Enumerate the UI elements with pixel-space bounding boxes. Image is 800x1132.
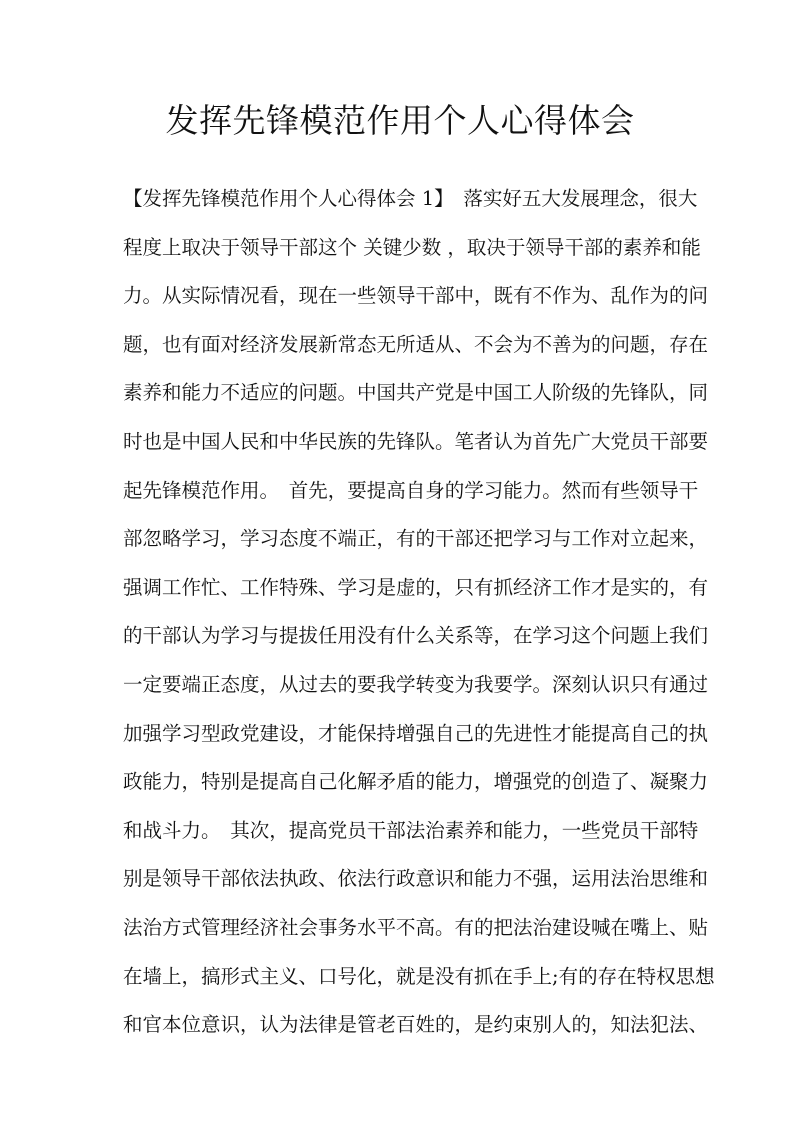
body-line: 加强学习型政党建设，才能保持增强自己的先进性才能提高自己的执 — [123, 721, 709, 745]
body-line: 别是领导干部依法执政、依法行政意识和能力不强，运用法治思维和 — [123, 867, 709, 891]
body-line: 素养和能力不适应的问题。中国共产党是中国工人阶级的先锋队，同 — [123, 381, 709, 405]
body-line: 和官本位意识，认为法律是管老百姓的，是约束别人的，知法犯法、 — [123, 1013, 709, 1037]
body-line: 起先锋模范作用。 首先，要提高自身的学习能力。然而有些领导干 — [123, 478, 699, 502]
body-line: 力。从实际情况看，现在一些领导干部中，既有不作为、乱作为的问 — [123, 284, 709, 308]
body-line: 在墙上，搞形式主义、口号化，就是没有抓在手上;有的存在特权思想 — [123, 964, 715, 988]
body-line: 【发挥先锋模范作用个人心得体会 1】 落实好五大发展理念，很大 — [123, 187, 698, 210]
body-line: 程度上取决于领导干部这个 关键少数 ，取决于领导干部的素养和能 — [123, 235, 701, 259]
body-line: 的干部认为学习与提拔任用没有什么关系等，在学习这个问题上我们 — [123, 624, 709, 648]
body-line: 法治方式管理经济社会事务水平不高。有的把法治建设喊在嘴上、贴 — [123, 915, 709, 939]
document-title: 发挥先锋模范作用个人心得体会 — [165, 101, 635, 140]
body-line: 和战斗力。 其次，提高党员干部法治素养和能力，一些党员干部特 — [123, 818, 699, 842]
body-line: 时也是中国人民和中华民族的先锋队。笔者认为首先广大党员干部要 — [123, 429, 709, 453]
body-line: 政能力，特别是提高自己化解矛盾的能力，增强党的创造了、凝聚力 — [123, 770, 709, 794]
body-line: 强调工作忙、工作特殊、学习是虚的，只有抓经济工作才是实的，有 — [123, 575, 709, 599]
document-body — [123, 175, 715, 1050]
body-line: 题，也有面对经济发展新常态无所适从、不会为不善为的问题，存在 — [123, 332, 709, 356]
body-line: 一定要端正态度，从过去的要我学转变为我要学。深刻认识只有通过 — [123, 672, 709, 696]
body-line: 部忽略学习，学习态度不端正，有的干部还把学习与工作对立起来， — [123, 527, 709, 551]
